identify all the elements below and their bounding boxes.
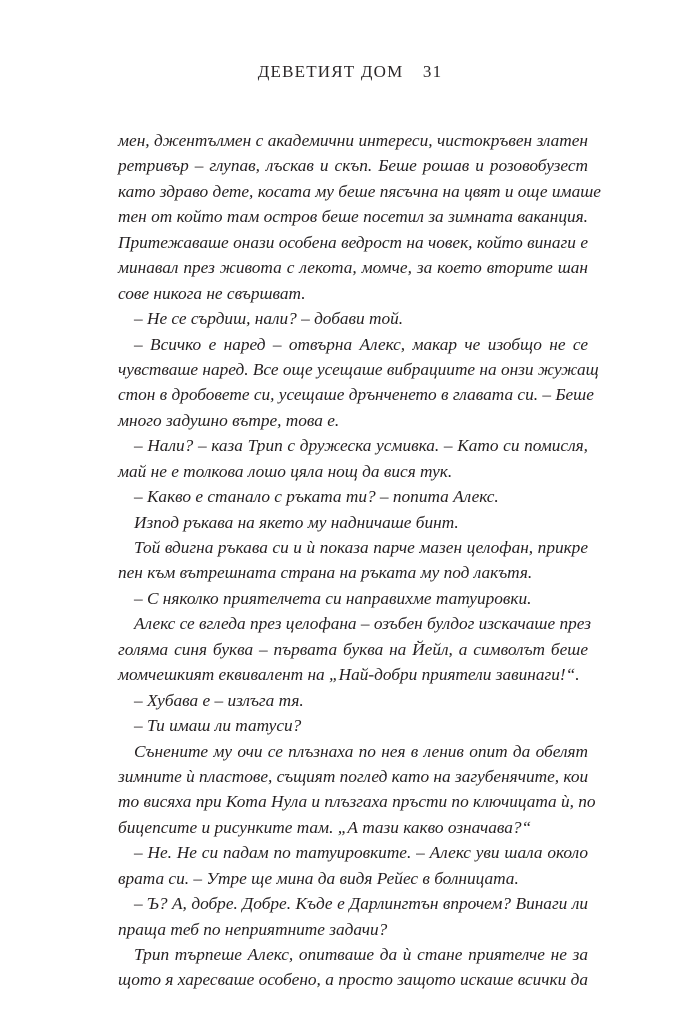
text-line: голяма синя буква – първата буква на Йейл, а символът беше	[118, 639, 588, 659]
text-line: Той вдигна ръкава си и ѝ показа парче мазен целофан, прикре	[134, 538, 588, 557]
text-line: врата си. – Утре ще мина да видя Рейес в болницата.	[118, 868, 519, 888]
text-line: тен от който там остров беше посетил за зимната ваканция.	[118, 207, 588, 227]
running-head-title: ДЕВЕТИЯТ ДОМ	[257, 62, 404, 81]
text-line: Сънените му очи се плъзнаха по нея в ленив опит да обелят	[134, 741, 588, 761]
text-line: стон в дробовете си, усещаше дрънченето в главата си. – Беше	[118, 385, 594, 405]
text-line: – Не се сърдиш, нали? – добави той.	[134, 309, 404, 329]
text-line: щото я харесваше особено, а просто защото искаше всички да	[118, 970, 588, 990]
text-line: ретривър – глупав, лъскав и скъп. Беше рошав и розовобузест	[118, 156, 588, 176]
text-line: май не е толкова лошо цяла нощ да вися тук.	[118, 461, 453, 481]
text-line: като здраво дете, косата му беше пясъчна на цвят и още имаше	[118, 181, 601, 201]
text-line: Алекс се вгледа през целофана – озъбен булдог изскачаше през	[134, 614, 591, 634]
text-line: чувстваше наред. Все още усещаше вибрациите на онзи жужащ	[118, 359, 599, 379]
text-line: Притежаваше онази особена ведрост на човек, който винаги е	[118, 232, 588, 252]
body-text	[118, 128, 601, 993]
text-line: праща теб по неприятните задачи?	[118, 919, 388, 939]
text-line: то висяха при Кота Нула и плъзгаха пръсти по ключицата ѝ, по	[118, 792, 596, 812]
text-line: – Не. Не си падам по татуировките. – Алекс уви шала около	[134, 843, 588, 863]
text-line: – Какво е станало с ръката ти? – попита Алекс.	[134, 487, 499, 507]
page-number: 31	[422, 62, 443, 81]
text-line: – Хубава е – излъга тя.	[134, 690, 304, 710]
text-line: момчешкият еквивалент на „Най-добри приятели завинаги!“.	[118, 665, 580, 685]
text-line: – Ти имаш ли татуси?	[134, 716, 302, 736]
text-line: пен към вътрешната страна на ръката му под лакътя.	[118, 563, 533, 583]
text-line: мен, джентълмен с академични интереси, чистокръвен златен	[118, 131, 588, 150]
text-line: много задушно вътре, това е.	[118, 410, 340, 430]
text-line: – Всичко е наред – отвърна Алекс, макар че изобщо не се	[134, 334, 588, 354]
text-line: – С няколко приятелчета си направихме татуировки.	[134, 588, 532, 608]
text-line: Изпод ръкава на якето му надничаше бинт.	[134, 512, 459, 532]
text-line: зимните ѝ пластове, същият поглед като на загубенячите, кои	[118, 766, 589, 786]
text-line: Трип търпеше Алекс, опитваше да ѝ стане приятелче не за	[134, 945, 588, 964]
running-head	[0, 62, 700, 82]
text-line: минавал през живота с лекота, момче, за което вторите шан	[118, 258, 588, 278]
text-line: – Нали? – каза Трип с дружеска усмивка. – Като си помисля,	[134, 436, 588, 456]
text-line: бицепсите и рисунките там. „А тази какво означава?“	[118, 817, 532, 837]
text-line: – Ъ? А, добре. Добре. Къде е Дарлингтън впрочем? Винаги ли	[134, 894, 588, 914]
text-line: сове никога не свършват.	[118, 283, 306, 303]
